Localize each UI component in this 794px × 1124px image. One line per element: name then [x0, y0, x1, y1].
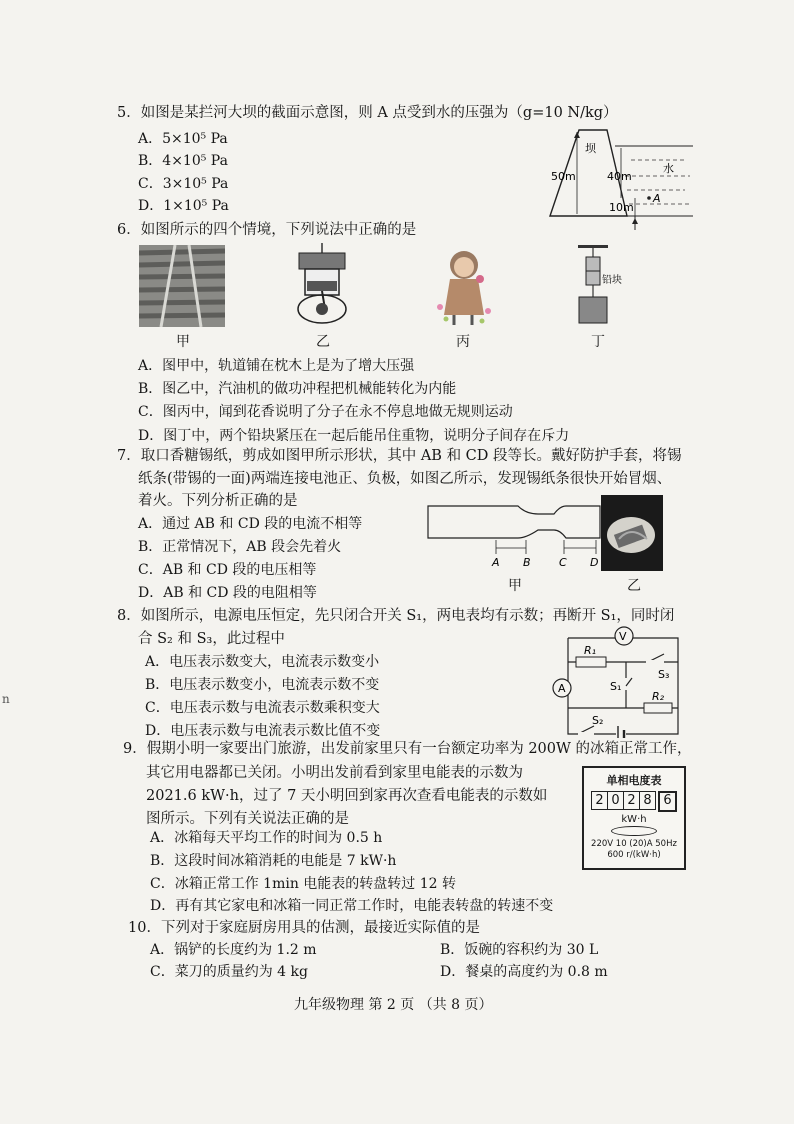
circuit-diagram — [548, 624, 698, 738]
q10-option-d: D．餐桌的高度约为 0.8 m — [440, 964, 608, 980]
q10-option-c: C．菜刀的质量约为 4 kg — [150, 964, 308, 980]
point-a: A — [492, 556, 500, 569]
meter-unit: kW·h — [621, 814, 647, 825]
dam-label: 坝 — [585, 142, 596, 155]
energy-meter — [582, 766, 686, 870]
q9-option-c: C．冰箱正常工作 1min 电能表的转盘转过 12 转 — [150, 876, 457, 892]
q8-option-b: B．电压表示数变小，电流表示数不变 — [145, 677, 380, 693]
q6-stem: 6．如图所示的四个情境，下列说法中正确的是 — [117, 222, 417, 238]
water-label: 水 — [663, 162, 674, 175]
q9-stem-line1: 9．假期小明一家要出门旅游，出发前家里只有一台额定功率为 200W 的冰箱正常工作， — [123, 741, 692, 757]
height-50m-label: 50m — [551, 170, 576, 183]
tin-foil-photo — [601, 495, 663, 571]
tin-foil-strip-figure — [426, 502, 602, 572]
q7-option-a: A．通过 AB 和 CD 段的电流不相等 — [138, 516, 363, 532]
meter-disc — [611, 826, 657, 836]
voltmeter-label: V — [619, 630, 627, 643]
q9-stem-line4: 图所示。下列有关说法正确的是 — [146, 811, 349, 827]
girl-smelling-flowers — [432, 245, 496, 327]
q7-option-c: C．AB 和 CD 段的电压相等 — [138, 562, 317, 578]
s2-label: S₂ — [592, 714, 604, 727]
point-d: D — [590, 556, 599, 569]
q10-stem: 10．下列对于家庭厨房用具的估测，最接近实际值的是 — [128, 920, 480, 936]
q9-stem-line2: 其它用电器都已关闭。小明出发前看到家里电能表的示数为 — [146, 765, 523, 781]
q5-option-d: D．1×10⁵ Pa — [138, 198, 229, 214]
meter-digit-decimal: 6 — [658, 791, 677, 812]
q8-stem-line1: 8．如图所示，电源电压恒定，先只闭合开关 S₁，两电表均有示数；再断开 S₁，同时闭 — [117, 608, 675, 624]
q7-option-d: D．AB 和 CD 段的电阻相等 — [138, 585, 317, 601]
q10-option-b: B．饭碗的容积约为 30 L — [440, 942, 599, 958]
q9-option-d: D．再有其它家电和冰箱一同正常工作时，电能表转盘的转速不变 — [150, 898, 554, 914]
q7-stem-line2: 纸条(带锡的一面)两端连接电池正、负极，如图乙所示，发现锡纸条很快开始冒烟、 — [138, 471, 672, 487]
q5-stem: 5．如图是某拦河大坝的截面示意图，则 A 点受到水的压强为（g=10 N/kg） — [117, 105, 618, 121]
q9-option-a: A．冰箱每天平均工作的时间为 0.5 h — [150, 830, 383, 846]
q7-stem-line3: 着火。下列分析正确的是 — [138, 493, 298, 509]
lead-blocks-figure — [572, 243, 628, 327]
q6-option-b: B．图乙中，汽油机的做功冲程把机械能转化为内能 — [138, 381, 457, 397]
q7-option-b: B．正常情况下，AB 段会先着火 — [138, 539, 342, 555]
meter-digit-row — [584, 791, 684, 812]
r2-label: R₂ — [652, 690, 665, 703]
page-footer: 九年级物理 第 2 页 （共 8 页） — [294, 997, 493, 1013]
q8-stem-line2: 合 S₂ 和 S₃，此过程中 — [138, 631, 285, 647]
q7-stem-line1: 7．取口香糖锡纸，剪成如图甲所示形状，其中 AB 和 CD 段等长。戴好防护手套，将锡 — [117, 448, 682, 464]
margin-mark: n — [2, 692, 10, 706]
meter-title: 单相电度表 — [606, 774, 662, 787]
meter-spec: 220V 10 (20)A 50Hz — [591, 839, 677, 849]
caption-yi: 乙 — [316, 334, 330, 350]
height-10m-label: 10m — [609, 201, 634, 214]
meter-digit: 2 — [591, 791, 608, 810]
q5-option-b: B．4×10⁵ Pa — [138, 153, 228, 169]
q6-option-d: D．图丁中，两个铅块紧压在一起后能吊住重物，说明分子间存在斥力 — [138, 428, 570, 444]
point-c: C — [559, 556, 567, 569]
q7-caption-jia: 甲 — [508, 578, 522, 594]
point-a-label: A — [653, 192, 661, 205]
q5-option-c: C．3×10⁵ Pa — [138, 176, 229, 192]
meter-digit: 2 — [624, 791, 640, 810]
railway-track-photo — [139, 245, 225, 327]
q8-option-c: C．电压表示数与电流表示数乘积变大 — [145, 700, 380, 716]
s1-label: S₁ — [610, 680, 622, 693]
caption-bing: 丙 — [456, 334, 470, 350]
height-40m-label: 40m — [607, 170, 632, 183]
r1-label: R₁ — [584, 644, 597, 657]
q6-option-a: A．图甲中，轨道铺在枕木上是为了增大压强 — [138, 358, 415, 374]
ammeter-label: A — [558, 682, 566, 695]
q9-option-b: B．这段时间冰箱消耗的电能是 7 kW·h — [150, 853, 397, 869]
caption-jia: 甲 — [176, 334, 190, 350]
q9-stem-line3: 2021.6 kW·h，过了 7 天小明回到家再次查看电能表的示数如 — [146, 788, 548, 804]
q10-option-a: A．锅铲的长度约为 1.2 m — [150, 942, 317, 958]
meter-digit: 8 — [640, 791, 656, 810]
q8-option-a: A．电压表示数变大，电流表示数变小 — [145, 654, 380, 670]
q6-option-c: C．图丙中，闻到花香说明了分子在永不停息地做无规则运动 — [138, 404, 513, 420]
meter-rate: 600 r/(kW·h) — [607, 850, 661, 860]
q7-caption-yi: 乙 — [627, 578, 641, 594]
point-b: B — [523, 556, 531, 569]
engine-diagram — [289, 243, 355, 327]
s3-label: S₃ — [658, 668, 670, 681]
meter-digit: 0 — [608, 791, 624, 810]
dam-figure — [545, 124, 695, 234]
q8-option-d: D．电压表示数与电流表示数比值不变 — [145, 723, 381, 739]
caption-ding: 丁 — [591, 334, 605, 350]
q5-option-a: A．5×10⁵ Pa — [138, 131, 228, 147]
lead-block-label: 铅块 — [602, 275, 622, 286]
